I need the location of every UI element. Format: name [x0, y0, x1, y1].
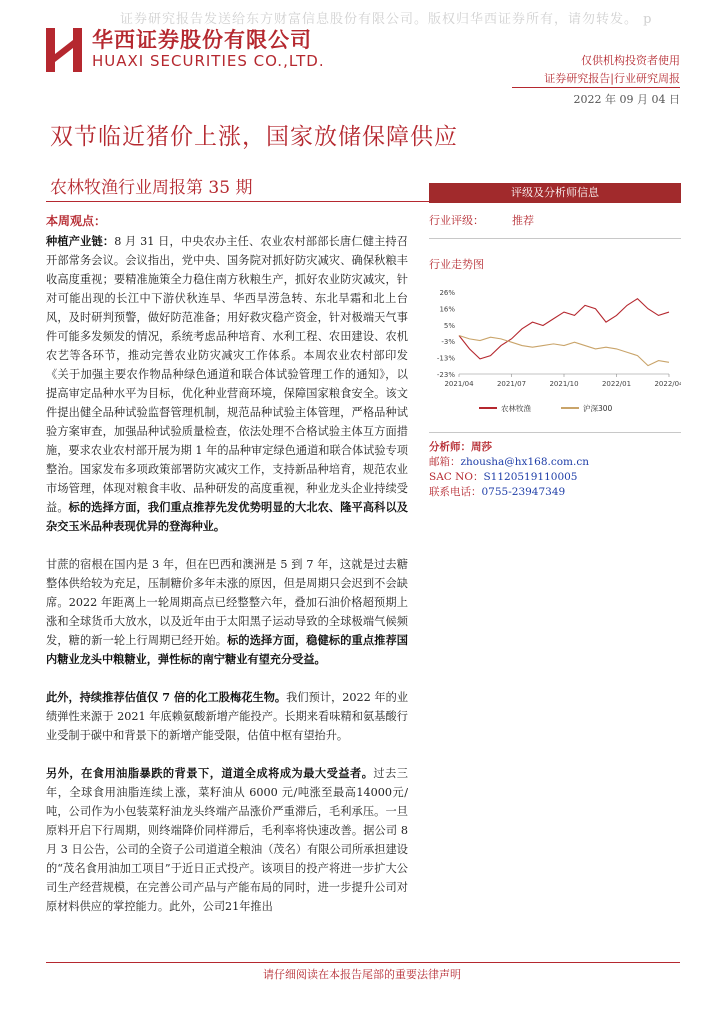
section-heading: 本周观点：	[46, 214, 107, 228]
paragraph-sugar	[46, 555, 408, 669]
series-line-0	[459, 299, 669, 359]
y-tick-label: -23%	[436, 371, 455, 379]
main-body	[46, 212, 408, 935]
paragraph-planting	[46, 232, 408, 536]
x-tick-label: 2021/07	[496, 380, 527, 388]
sac-label: SAC NO：	[429, 471, 484, 483]
analyst-email[interactable]: zhousha@hx168.com.cn	[460, 456, 589, 468]
audience-label: 仅供机构投资者使用	[581, 54, 680, 67]
report-subtitle: 农林牧渔行业周报第 35 期	[50, 178, 253, 198]
paragraph-text: 8 月 31 日，中央农办主任、农业农村部部长唐仁健主持召开部常务会议。会议指出，党中央、国务院对抓好防灾减灾、确保秋粮丰收高度重视；要精准施策全力稳住南方秋粮生产，抓好农业防灾减灾，针对可能出现的长江中下游伏秋连旱、华西旱涝急转、东北旱霜和北上台风，及时研判预警，做好防范准备；用好救灾稳产资金，针对极端天气事件可能多发频发的情况，系统考虑品种培育、水利工程、农田建设、农机农艺等各环节，推动完善农业防灾减灾工作体系。本周农业农村部印发《关于加强主要农作物品种绿色通道和联合体试验管理工作的通知》，以提高审定品种水平为目标，优化种业营商环境，保障国家粮食安全。该文件提出健全品种试验监督管理机制，规范品种试验主体管理，严格品种试验方案审查，加强品种试验质量检查，依法处理不合格试验主体互方面措施，要求农业农村部开展为期 1 年的品种审定绿色通道和联合体试验专项整治。国家发布多项政策部署防灾减灾工作，支持新品种培育，规范农业市场管理，体现对粮食丰收、品种研发的高度重视，种业龙头企业持续受益。	[46, 235, 408, 514]
analyst-row	[429, 440, 681, 455]
y-tick-label: -13%	[436, 354, 455, 363]
paragraph-lead: 种植产业链：	[46, 234, 115, 248]
analyst-phone-row	[429, 485, 681, 500]
paragraph-highlight: 此外，持续推荐估值仅 7 倍的化工股梅花生物。	[46, 690, 287, 704]
report-type: 证券研究报告|行业研究周报	[544, 72, 680, 85]
analyst-sac: S1120519110005	[483, 471, 578, 483]
paragraph-highlight: 另外，在食用油脂暴跌的背景下，道道全成将成为最大受益者。	[46, 766, 374, 780]
paragraph-text: 甘蔗的宿根在国内是 3 年，但在巴西和澳洲是 5 到 7 年，这就是过去糖整体供给较为充足，压制糖价多年未涨的原因，但是周期只会迟到不会缺席。2022 年距离上一轮周期高点已经整整六年，叠加石油价格超预期上涨和全球货币大放水，以及近年由于太阳黑子运动导致的全球极端气候频发，糖的新一轮上行周期已经开始。	[46, 558, 408, 647]
sidebar-divider	[429, 432, 681, 433]
analyst-phone: 0755-23947349	[481, 486, 566, 498]
paragraph-text: 我们预计，2022 年的业绩弹性来源于 2021 年底赖氨酸新增产能投产。长期来看味精和氨基酸行业受制于碳中和背景下的新增产能受限，估值中枢有望抬升。	[46, 691, 409, 742]
chart-svg	[429, 282, 681, 422]
y-tick-label: 5%	[443, 321, 455, 330]
legend-label: 沪深300	[583, 404, 613, 413]
x-tick-label: 2021/10	[549, 380, 579, 388]
x-tick-label: 2022/01	[601, 380, 632, 388]
brand-name-en: HUAXI SECURITIES CO.,LTD.	[92, 52, 325, 70]
paragraph-edible-oil	[46, 764, 408, 916]
sidebar-divider	[429, 238, 681, 239]
paragraph-text: 过去三年，全球食用油脂连续上涨，菜籽油从 6000 元/吨涨至最高14000元/吨，公司作为小包装菜籽油龙头终端产品涨价严重滞后，毛利承压。一旦原料开启下行周期，则终端降价同样滞后，毛利率将快速改善。据公司 8 月 3 日公告，公司的全资子公司道道全粮油（茂名）有限公司所承担建设的“茂名食用油加工项目”于近日正式投产。该项目的投产将进一步扩大公司生产经营规模，在完善公司产品与产能布局的同时，进一步提升公司对原材料供应的掌控能力。此外，公司21年推出	[46, 767, 408, 913]
huaxi-logo-icon	[46, 26, 82, 72]
rating-value: 推荐	[512, 214, 534, 227]
rating-section-header: 评级及分析师信息	[429, 183, 681, 203]
legend-label: 农林牧渔	[501, 404, 531, 413]
trend-chart-label: 行业走势图	[429, 258, 484, 271]
report-date: 2022 年 09 月 04 日	[573, 93, 680, 106]
analyst-email-row	[429, 455, 681, 470]
brand-name-cn: 华西证券股份有限公司	[92, 28, 312, 52]
paragraph-highlight: 标的选择方面，稳健标的重点推荐国内糖业龙头中粮糖业，弹性标的南宁糖业有望充分受益。	[46, 633, 408, 666]
analyst-info	[429, 440, 681, 500]
footer-divider	[46, 962, 680, 963]
x-tick-label: 2022/04	[654, 380, 681, 388]
analyst-name: 周莎	[471, 441, 492, 453]
rating-label: 行业评级：	[429, 214, 484, 227]
series-line-1	[459, 336, 669, 366]
analyst-label: 分析师：	[429, 441, 471, 453]
y-tick-label: 26%	[439, 289, 455, 297]
header-divider	[512, 87, 680, 88]
industry-rating	[429, 212, 681, 228]
legal-notice: 请仔细阅读在本报告尾部的重要法律声明	[263, 968, 461, 981]
analyst-sac-row	[429, 470, 681, 485]
y-tick-label: -3%	[441, 338, 455, 347]
phone-label: 联系电话：	[429, 486, 482, 498]
paragraph-meihua	[46, 688, 408, 745]
industry-trend-chart	[429, 282, 681, 422]
x-tick-label: 2021/04	[444, 380, 474, 388]
email-label: 邮箱：	[429, 456, 461, 468]
y-tick-label: 16%	[439, 305, 455, 314]
watermark: 证券研究报告发送给东方财富信息股份有限公司。版权归华西证券所有，请勿转发。 p	[120, 12, 653, 27]
report-title: 双节临近猪价上涨，国家放储保障供应	[50, 124, 458, 150]
paragraph-highlight: 标的选择方面，我们重点推荐先发优势明显的大北农、隆平高科以及杂交玉米品种表现优异的登海种业。	[46, 500, 408, 533]
